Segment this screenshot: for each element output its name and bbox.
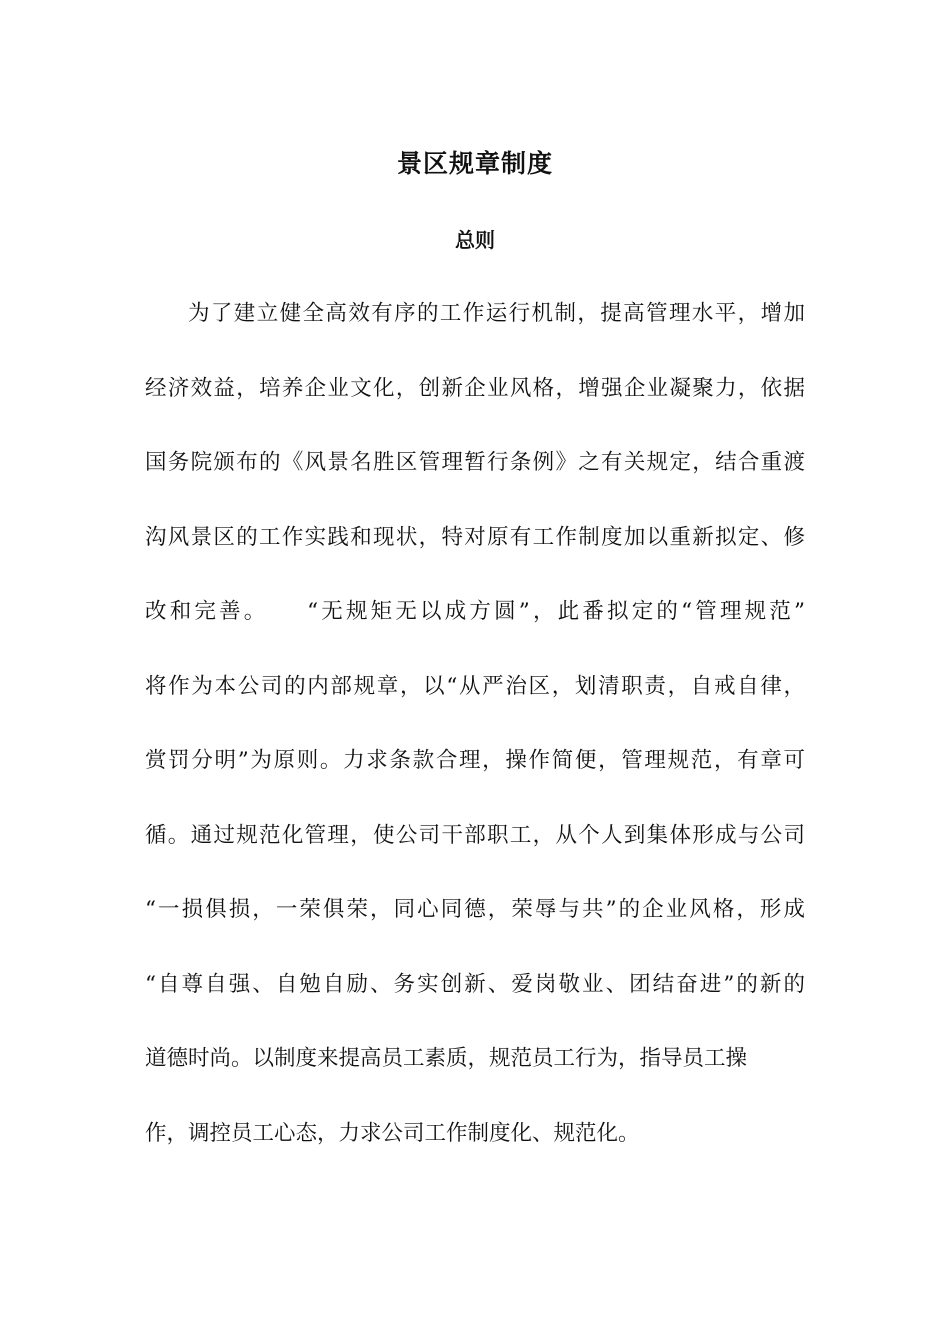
general-provisions-paragraph [145, 296, 805, 1190]
paragraph-line: 作，调控员工心态，力求公司工作制度化、规范化。 [145, 1120, 640, 1146]
document-title: 景区规章制度 [396, 149, 553, 178]
section-heading: 总则 [455, 228, 495, 252]
paragraph-line: “自尊自强、自勉自励、务实创新、爱岗敬业、团结奋进”的新的 [145, 971, 805, 997]
paragraph-line: 国务院颁布的《风景名胜区管理暂行条例》之有关规定，结合重渡 [145, 450, 805, 475]
paragraph-line: 经济效益，培养企业文化，创新企业风格，增强企业凝聚力，依据 [145, 375, 805, 401]
paragraph-line: 改和完善。 “无规矩无以成方圆”，此番拟定的“管理规范” [145, 599, 805, 624]
paragraph-line: 赏罚分明”为原则。力求条款合理，操作简便，管理规范，有章可 [145, 748, 805, 773]
paragraph-line: “一损俱损，一荣俱荣，同心同德，荣辱与共”的企业风格，形成 [145, 897, 805, 922]
paragraph-line: 为了建立健全高效有序的工作运行机制，提高管理水平，增加 [188, 301, 805, 326]
paragraph-line: 沟风景区的工作实践和现状，特对原有工作制度加以重新拟定、修 [145, 524, 805, 550]
paragraph-line: 将作为本公司的内部规章，以“从严治区，划清职责，自戒自律， [145, 673, 805, 699]
paragraph-line: 道德时尚。以制度来提高员工素质，规范员工行为，指导员工操 [145, 1046, 748, 1071]
paragraph-line: 循。通过规范化管理，使公司干部职工，从个人到集体形成与公司 [145, 822, 805, 848]
